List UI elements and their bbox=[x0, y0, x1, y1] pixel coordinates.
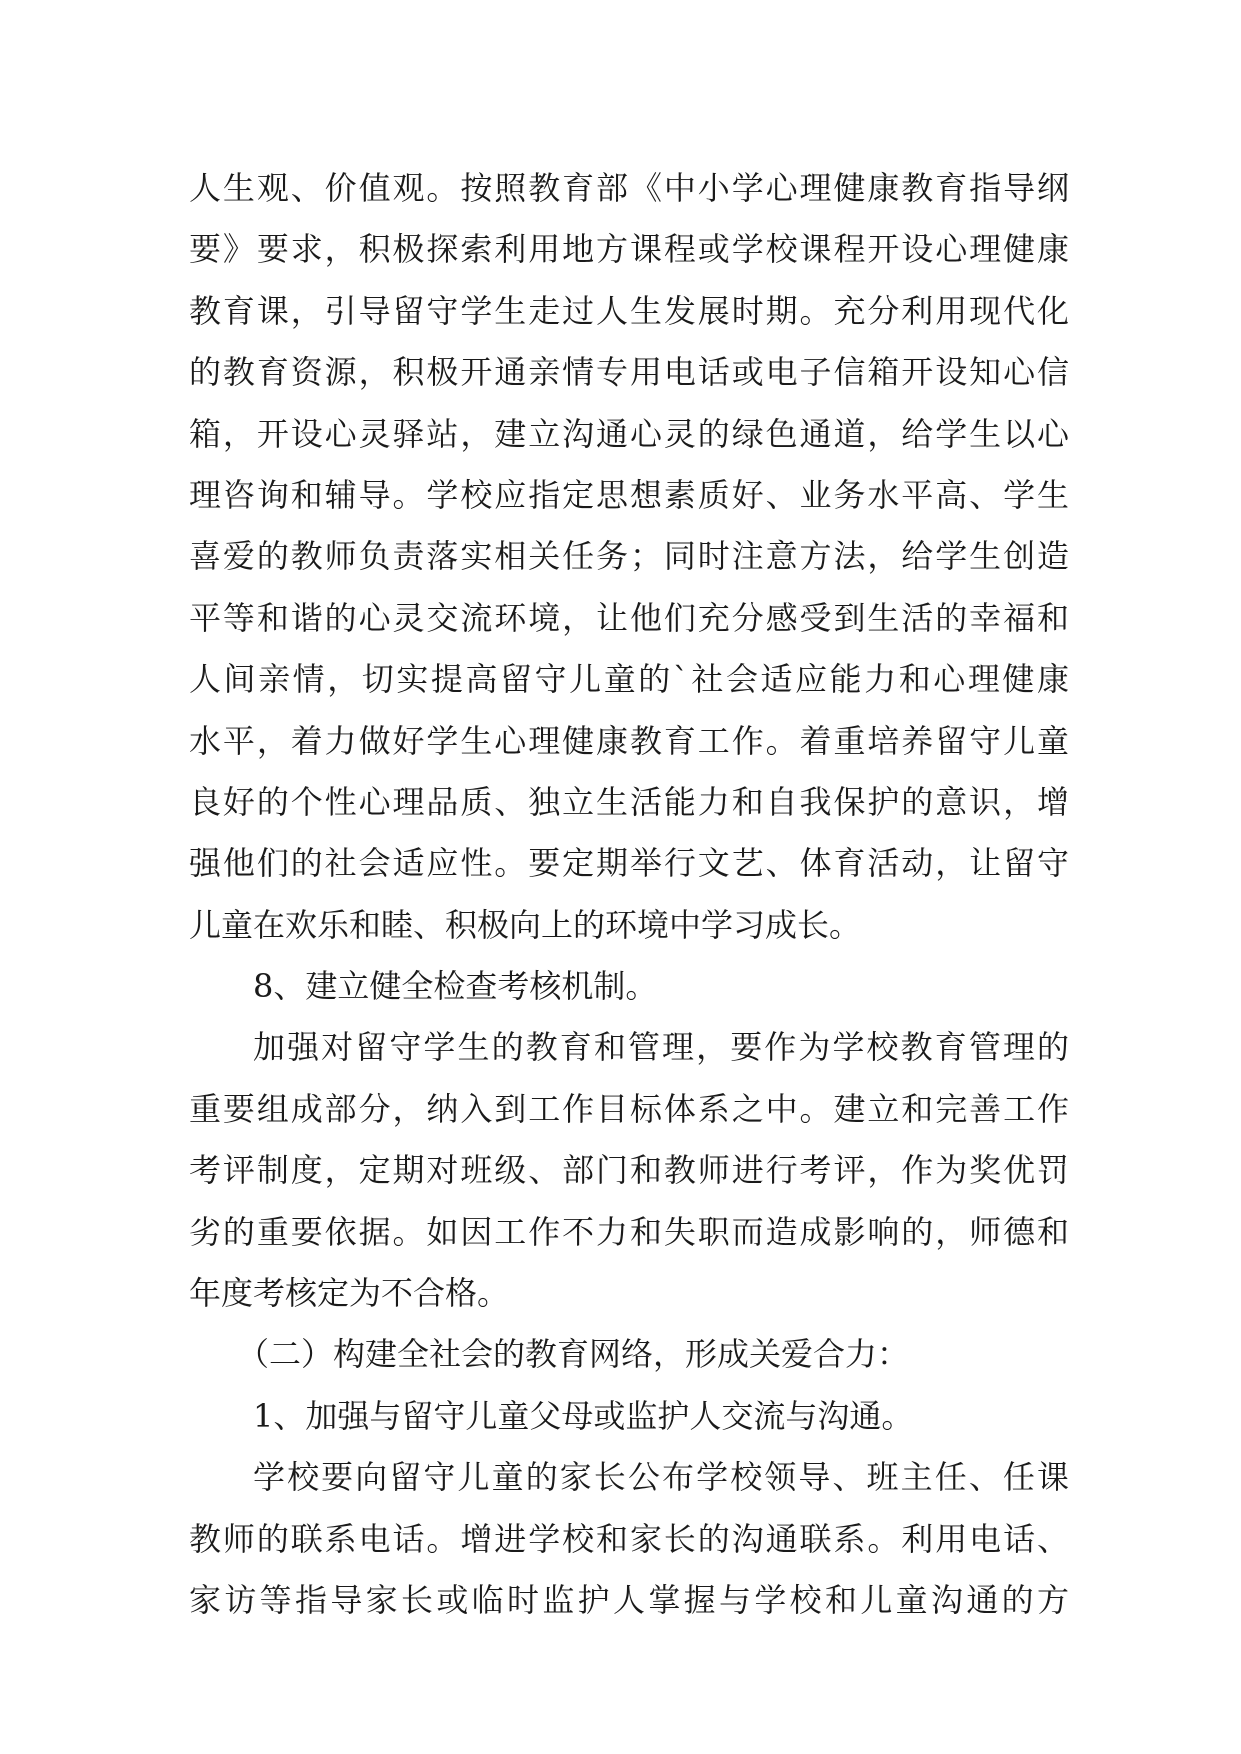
text-line: 良好的个性心理品质、独立生活能力和自我保护的意识，增 bbox=[189, 782, 1069, 821]
section-heading: 1、加强与留守儿童父母或监护人交流与沟通。 bbox=[253, 1396, 914, 1435]
text-line: 喜爱的教师负责落实相关任务；同时注意方法，给学生创造 bbox=[189, 537, 1069, 576]
text-line: 教育课，引导留守学生走过人生发展时期。充分利用现代化 bbox=[189, 291, 1069, 330]
text-line: 强他们的社会适应性。要定期举行文艺、体育活动，让留守 bbox=[189, 844, 1069, 883]
text-line: 劣的重要依据。如因工作不力和失职而造成影响的，师德和 bbox=[189, 1212, 1069, 1251]
document-body bbox=[189, 158, 1069, 1631]
text-line: 人间亲情，切实提高留守儿童的`社会适应能力和心理健康 bbox=[189, 660, 1069, 699]
text-line: 人生观、价值观。按照教育部《中小学心理健康教育指导纲 bbox=[189, 169, 1069, 207]
text-line: 考评制度，定期对班级、部门和教师进行考评，作为奖优罚 bbox=[189, 1151, 1069, 1190]
text-line: 儿童在欢乐和睦、积极向上的环境中学习成长。 bbox=[189, 905, 862, 944]
text-line: 教师的联系电话。增进学校和家长的沟通联系。利用电话、 bbox=[189, 1519, 1069, 1558]
section-heading: （二）构建全社会的教育网络，形成关爱合力： bbox=[237, 1335, 910, 1374]
text-line: 要》要求，积极探索利用地方课程或学校课程开设心理健康 bbox=[189, 230, 1069, 269]
text-line: 学校要向留守儿童的家长公布学校领导、班主任、任课 bbox=[253, 1458, 1069, 1497]
text-line: 家访等指导家长或临时监护人掌握与学校和儿童沟通的方 bbox=[189, 1580, 1069, 1619]
text-line: 平等和谐的心灵交流环境，让他们充分感受到生活的幸福和 bbox=[189, 598, 1069, 637]
text-line: 箱，开设心灵驿站，建立沟通心灵的绿色通道，给学生以心 bbox=[189, 414, 1069, 453]
text-line: 重要组成部分，纳入到工作目标体系之中。建立和完善工作 bbox=[189, 1089, 1069, 1128]
text-line: 理咨询和辅导。学校应指定思想素质好、业务水平高、学生 bbox=[189, 475, 1069, 514]
text-line: 加强对留守学生的教育和管理，要作为学校教育管理的 bbox=[253, 1028, 1069, 1067]
text-line: 水平，着力做好学生心理健康教育工作。着重培养留守儿童 bbox=[189, 721, 1069, 760]
text-line: 的教育资源，积极开通亲情专用电话或电子信箱开设知心信 bbox=[189, 353, 1069, 392]
text-line: 年度考核定为不合格。 bbox=[189, 1274, 510, 1313]
section-heading: 8、建立健全检查考核机制。 bbox=[253, 967, 658, 1006]
